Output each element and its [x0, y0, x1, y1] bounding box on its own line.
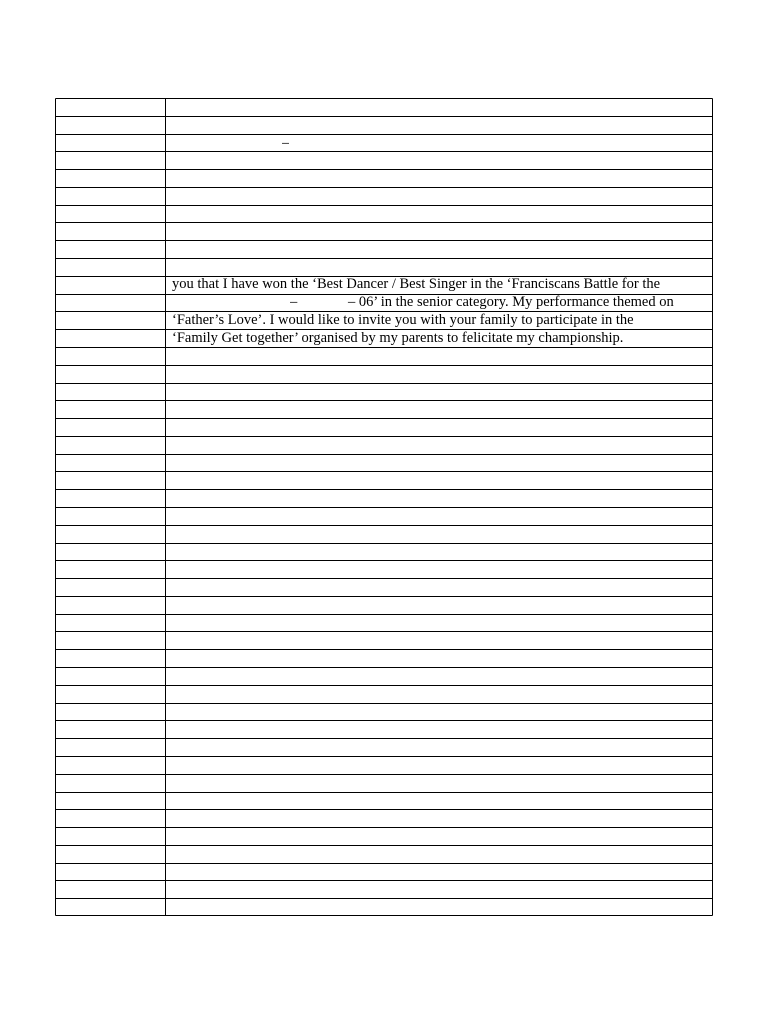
- letter-line-2: – – 06’ in the senior category. My performance themed on: [290, 294, 674, 310]
- lined-worksheet: [55, 98, 713, 916]
- letter-line-3: ‘Father’s Love’. I would like to invite you with your family to participate in the: [172, 312, 634, 328]
- letter-line-4: ‘Family Get together’ organised by my parents to felicitate my championship.: [172, 330, 624, 346]
- dash-fragment: –: [282, 135, 290, 151]
- letter-line-1: you that I have won the ‘Best Dancer / Best Singer in the ‘Franciscans Battle for the: [172, 276, 661, 292]
- table-grid: [55, 98, 713, 916]
